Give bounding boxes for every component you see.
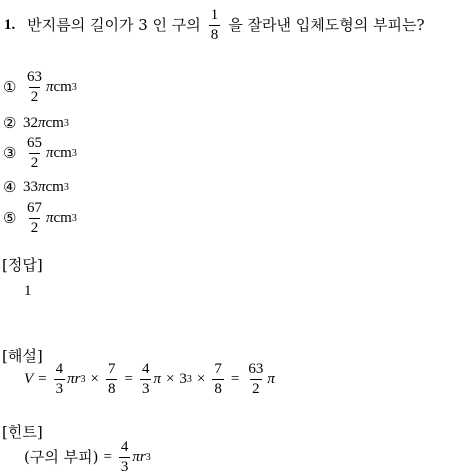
denominator: 3 [55,381,64,397]
choice-fraction [25,70,44,105]
fraction-seven-eighths [106,362,118,397]
radius-value: 3 [179,371,187,387]
choice-numerator: 67 [27,200,42,216]
unit-exponent: 3 [63,117,69,129]
volume-variable: V [24,371,34,387]
numerator: 4 [55,361,64,377]
fraction-four-thirds [54,362,66,397]
answer-heading: [정답] [2,256,43,274]
unit: cm [45,179,64,195]
choice-marker: ④ [3,178,17,196]
denominator: 8 [107,381,116,397]
solution-equation [24,362,275,397]
numerator: 7 [214,361,222,377]
hint-text: (구의 부피) [24,448,99,466]
pi-symbol: π [267,371,275,387]
unit: cm [53,210,72,226]
choice-fraction [25,201,44,236]
choice-marker: ② [3,114,17,132]
times-sign: × [90,371,99,387]
choice-3[interactable] [3,136,77,171]
choice-marker: ③ [3,144,17,162]
choice-5[interactable] [3,201,77,236]
unit-exponent: 3 [63,181,69,193]
unit: cm [53,145,72,161]
question-stem-start: 반지름의 길이가 3 인 구의 [27,16,201,34]
answer-value: 1 [24,283,32,299]
choice-4[interactable] [3,180,69,195]
hint-heading: [힌트] [2,423,43,441]
pi-r: πr [132,449,146,465]
pi-symbol: π [38,179,46,195]
choice-numerator: 63 [27,69,42,85]
question-stem-end: 을 잘라낸 입체도형의 부피는? [228,16,425,34]
choice-marker: ⑤ [3,209,17,227]
choice-value: 32 [23,115,38,131]
unit-exponent: 3 [71,147,77,159]
choice-fraction [25,136,44,171]
exponent: 3 [186,373,192,385]
fraction-four-thirds [140,362,152,397]
equals-sign: = [124,371,133,387]
denominator: 2 [252,381,260,397]
numerator: 7 [107,361,116,377]
pi-symbol: π [38,115,46,131]
pi-symbol: π [46,145,54,161]
exponent: 3 [145,451,151,463]
denominator: 8 [214,381,222,397]
fraction-four-thirds [119,440,131,475]
choice-denominator: 2 [30,155,39,171]
unit-exponent: 3 [71,212,77,224]
choice-value: 33 [23,179,38,195]
unit: cm [45,115,64,131]
choice-1[interactable] [3,70,77,105]
question-fraction-numerator: 1 [210,7,219,23]
fraction-seven-eighths [212,362,224,397]
equals-sign: = [230,371,240,387]
pi-symbol: π [153,371,161,387]
unit-exponent: 3 [71,81,77,93]
question [4,8,425,43]
choice-denominator: 2 [30,89,39,105]
times-sign: × [196,371,206,387]
equals-sign: = [38,371,47,387]
choice-2[interactable] [3,116,69,131]
numerator: 4 [120,439,129,455]
fraction-result [246,362,265,397]
denominator: 3 [120,459,129,475]
unit: cm [53,79,72,95]
pi-symbol: π [46,210,54,226]
denominator: 3 [141,381,150,397]
solution-heading: [해설] [2,347,43,365]
times-sign: × [165,371,175,387]
question-number: 1. [4,17,16,33]
exponent: 3 [80,373,86,385]
pi-symbol: π [46,79,54,95]
question-fraction-denominator: 8 [210,27,219,43]
pi-r: πr [67,371,81,387]
numerator: 4 [141,361,150,377]
hint-formula [24,440,151,475]
choice-marker: ① [3,78,17,96]
question-fraction [209,8,221,43]
numerator: 63 [248,361,264,377]
choice-denominator: 2 [30,220,39,236]
choice-numerator: 65 [27,135,42,151]
equals-sign: = [103,449,112,465]
